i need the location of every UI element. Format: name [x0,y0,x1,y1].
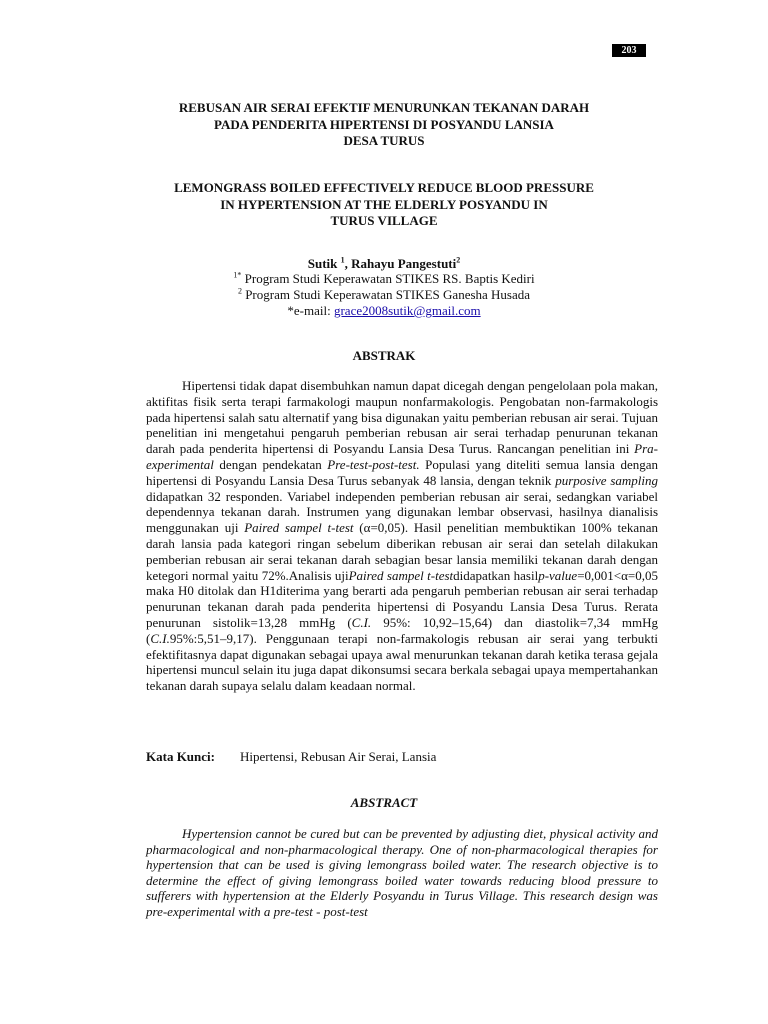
title-indonesian [0,100,768,150]
affiliation-superscript: 2 [237,286,242,296]
abstrak-text: dengan pendekatan [213,456,328,472]
abstrak-text: Populasi yang diteliti semua lansia dengan hipertensi di Posyandu Lansia Desa Turus sebanyak 48 lansia, dengan teknik [146,456,658,488]
title-line: PADA PENDERITA HIPERTENSI DI POSYANDU LANSIA [214,116,554,132]
abstrak-italic: C.I. [150,630,170,646]
author-superscript: 1 [340,255,345,265]
abstrak-heading: ABSTRAK [352,348,416,363]
title-line: REBUSAN AIR SERAI EFEKTIF MENURUNKAN TEKANAN DARAH [178,100,590,115]
author-name: Sutik [307,256,341,271]
title-line: TURUS VILLAGE [330,213,438,228]
keywords-value: Hipertensi, Rebusan Air Serai, Lansia [240,749,437,764]
affiliation-1 [0,271,768,287]
affiliation-text: Program Studi Keperawatan STIKES RS. Baptis Kediri [241,271,535,286]
abstrak-italic: Paired sampel t-test [348,567,454,583]
title-line: DESA TURUS [343,133,425,148]
abstrak-italic: purposive sampling [555,472,658,488]
author-superscript: 2 [456,255,461,265]
author-name: Rahayu Pangestuti [351,256,457,271]
abstrak-text: didapatkan hasil [453,567,539,583]
abstrak-italic: Pre-test-post-test. [327,456,420,472]
abstrak-text: 95%:5,51–9,17). Penggunaan terapi non-farmakologis rebusan air serai yang terbukti efektifitasnya dapat digunakan sebagai upaya awal menurunkan tekanan darah ketika terasa gejala hipertensi muncul selain itu juga dapat dikonsumsi secara berkala sebagai upaya mempertahankan tekanan darah supaya selalu dalam keadaan normal. [146,630,658,694]
affiliation-2 [0,287,768,303]
abstrak-italic: p-value [538,567,578,583]
abstract-paragraph: Hypertension cannot be cured but can be prevented by adjusting diet, physical activity and pharmacological and non-pharmacological therapy. One of non-pharmacological therapies for hypertension that can be used is giving lemongrass boiled water. The research objective is to determine the effect of giving lemongrass boiled water towards reducing blood pressure to sufferers with hypertension at the Elderly Posyandu in Turus Village. This research design was pre-experimental with a pre-test - post-test [146,826,658,919]
email-link[interactable]: grace2008sutik@gmail.com [333,303,481,318]
author-list [0,256,768,272]
abstrak-italic: Pra-experimental [146,441,658,472]
email-line [0,303,768,319]
keywords-label: Kata Kunci: [146,749,215,764]
author-separator: , [344,256,352,271]
title-english [0,180,768,230]
abstrak-italic: Paired sampel t-test [244,520,354,536]
abstrak-text: 95%: 10,92–15,64) dan diastolik=7,34 mmHg ( [146,614,658,646]
keywords [146,749,436,765]
abstrak-text: (α=0,05). Hasil penelitian membuktikan 100% tekanan darah lansia pada kategori ringan sebelum diberikan rebusan air serai dan setelah dilakukan pemberian rebusan air serai tekanan darah sebagian besar lansia memiliki tekanan darah dengan ketegori normal yaitu 72%.Analisis uji [146,520,658,583]
affiliation-superscript: 1* [233,270,242,280]
abstract-heading: ABSTRACT [350,795,418,810]
abstrak-text: Hipertensi tidak dapat disembuhkan namun dapat dicegah dengan pengelolaan pola makan, aktifitas fisik serta terapi farmakologi maupun nonfarmakologis. Pengobatan non-farmakologis pada hipertensi salah satu alternatif yang bisa digunakan yaitu pemberian rebusan air serai. Tujuan penelitian ini mengetahui pengaruh pemberian rebusan air serai terhadap penurunan tekanan darah pada penderita hipertensi di Posyandu Lansia Desa Turus. Rancangan penelitian ini [146,378,658,457]
title-line: LEMONGRASS BOILED EFFECTIVELY REDUCE BLOOD PRESSURE [174,180,594,195]
abstrak-text: didapatkan 32 responden. Variabel independen pemberian rebusan air serai, sedangkan variabel dependennya tekanan darah. Instrumen yang digunakan lembar observasi, hasilnya dianalisis menggunakan uji [146,488,658,536]
affiliation-text: Program Studi Keperawatan STIKES Ganesha Husada [241,287,531,302]
title-line: IN HYPERTENSION AT THE ELDERLY POSYANDU IN [220,196,548,212]
page-number: 203 [612,44,646,57]
email-label: *e-mail: [287,303,334,318]
abstrak-italic: C.I. [351,614,372,630]
abstrak-paragraph [146,378,658,694]
abstrak-text: =0,001<α=0,05 maka H0 ditolak dan H1diterima yang berarti ada pengaruh pemberian rebusan air serai terhadap penurunan tekanan darah pada penderita hipertensi di Posyandu Lansia Desa Turus. Rerata penurunan sistolik=13,28 mmHg ( [146,567,658,630]
